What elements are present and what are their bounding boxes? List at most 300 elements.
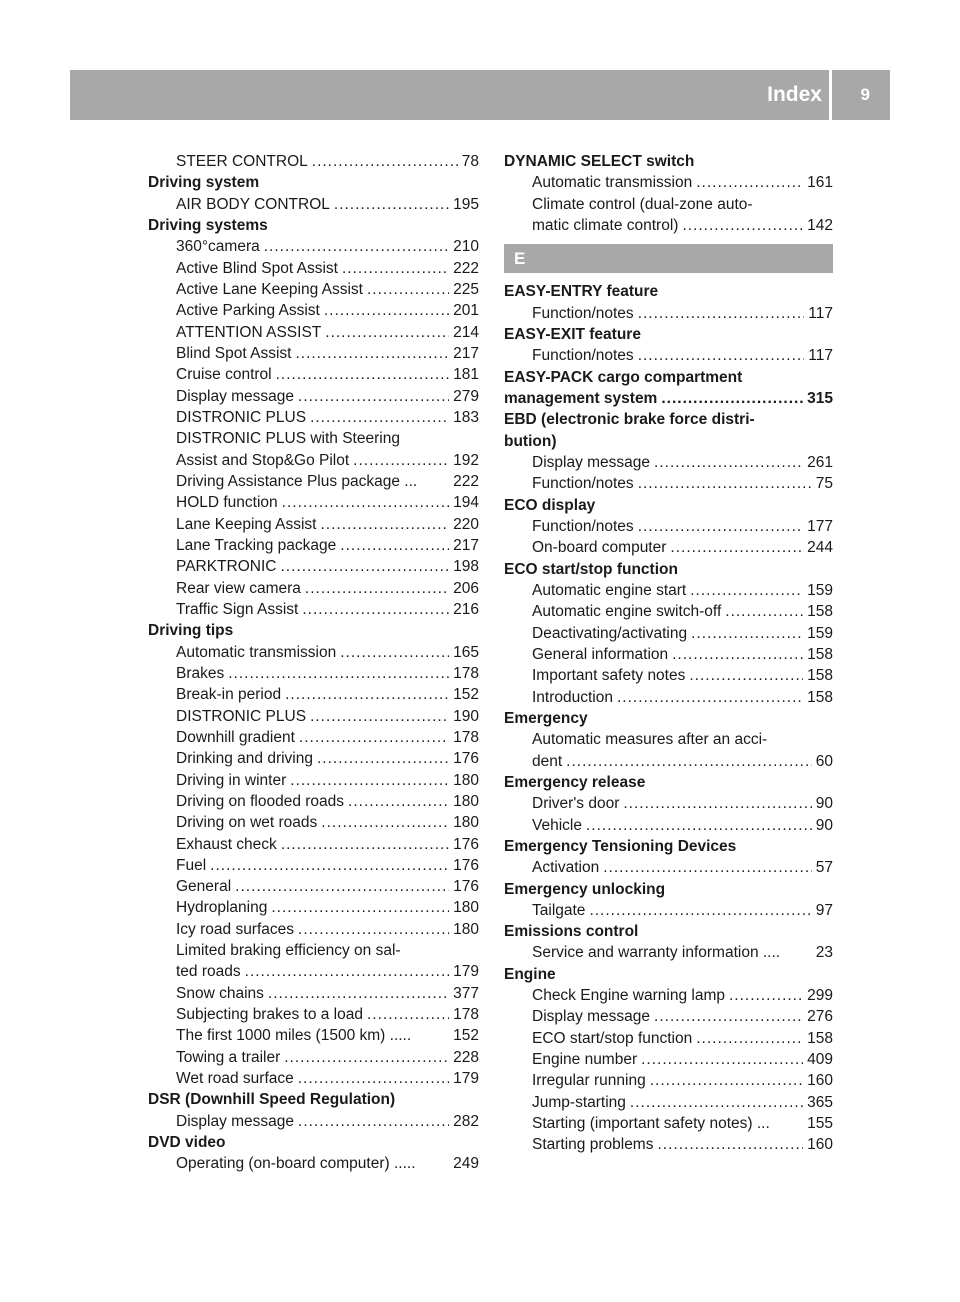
dot-leader [245,961,449,982]
page-reference[interactable]: 180 [453,814,479,832]
entry-text: Driving tips [148,622,234,640]
entry-text: General [176,878,232,896]
entry-text: Automatic engine switch-off [532,603,722,621]
index-entry[interactable] [148,706,479,727]
index-entry[interactable] [148,684,479,705]
entry-text: Driving on wet roads [176,814,318,832]
entry-text: Exhaust check [176,835,277,853]
dot-leader [729,985,803,1006]
entry-text: Automatic engine start [532,581,687,599]
entry-text: management system [504,389,658,407]
page-number: 9 [860,85,870,104]
page-reference[interactable]: 180 [453,771,479,789]
entry-text: Emergency release [504,773,646,791]
entry-text: Rear view camera [176,579,301,597]
page-reference[interactable]: 222 [453,472,479,490]
index-entry-heading [504,772,833,793]
dot-leader [630,1092,803,1113]
page-reference[interactable]: 180 [453,899,479,917]
entry-text: Operating (on-board computer) ..... [176,1155,416,1173]
dot-leader [566,751,812,772]
dot-leader [302,599,449,620]
header-divider [829,70,832,120]
index-entry[interactable] [148,514,479,535]
page-reference[interactable]: 409 [807,1051,833,1069]
dot-leader [650,1070,803,1091]
entry-text: Driving in winter [176,771,287,789]
page-reference[interactable]: 217 [453,344,479,362]
entry-text: Irregular running [532,1072,646,1090]
entry-text: HOLD function [176,494,278,512]
page-reference[interactable]: 159 [807,581,833,599]
entry-text: Display message [532,453,651,471]
entry-text: Vehicle [532,816,582,834]
entry-text: Function/notes [532,517,634,535]
index-entry[interactable] [148,791,479,812]
page-reference[interactable]: 179 [453,963,479,981]
index-entry[interactable] [148,386,479,407]
index-entry[interactable] [504,1070,833,1091]
page-reference[interactable]: 161 [807,174,833,192]
index-entry[interactable] [504,1134,833,1155]
entry-text: Downhill gradient [176,728,295,746]
index-entry-heading [504,367,833,388]
page-reference[interactable]: 210 [453,238,479,256]
index-entry[interactable] [148,961,479,982]
page-reference[interactable]: 158 [807,645,833,663]
page-reference[interactable]: 97 [815,901,833,919]
index-entry[interactable] [504,580,833,601]
dot-leader [589,900,811,921]
index-entry[interactable] [504,985,833,1006]
page-reference[interactable]: 279 [453,387,479,405]
dot-leader [298,386,449,407]
entry-text: General information [532,645,669,663]
dot-leader [342,258,449,279]
dot-leader [603,857,812,878]
dot-leader [672,644,803,665]
index-entry[interactable] [148,343,479,364]
page-reference[interactable]: 60 [815,752,833,770]
index-entry [504,729,833,750]
entry-text: Display message [176,387,295,405]
dot-leader [295,343,449,364]
entry-text: Cruise control [176,366,272,384]
index-entry[interactable] [148,194,479,215]
dot-leader [670,537,803,558]
page-reference[interactable]: 90 [815,795,833,813]
entry-text: Climate control (dual-zone auto- [532,195,753,213]
entry-text: Check Engine warning lamp [532,987,725,1005]
page-reference[interactable]: 152 [453,1027,479,1045]
index-entry[interactable] [504,751,833,772]
entry-text: Jump-starting [532,1093,626,1111]
index-entry-heading [148,215,479,236]
entry-text: Automatic transmission [176,643,337,661]
index-entry[interactable] [504,1092,833,1113]
dot-leader [623,793,811,814]
entry-text: Automatic transmission [532,174,693,192]
index-entry[interactable] [504,687,833,708]
entry-text: Engine number [532,1051,638,1069]
index-entry[interactable] [148,300,479,321]
entry-text: Active Blind Spot Assist [176,259,338,277]
entry-text: Snow chains [176,984,264,1002]
page-reference[interactable]: 57 [815,859,833,877]
index-entry[interactable] [504,215,833,236]
dot-leader [641,1049,803,1070]
dot-leader [638,303,805,324]
dot-leader [324,300,449,321]
page-reference[interactable]: 201 [453,302,479,320]
entry-text: DYNAMIC SELECT switch [504,153,695,170]
index-entry[interactable] [148,1153,479,1174]
entry-text: Engine [504,965,556,983]
entry-text: matic climate control) [532,216,679,234]
entry-text: Emergency [504,709,588,727]
page-reference[interactable]: 282 [453,1112,479,1130]
index-entry[interactable] [148,1004,479,1025]
dot-leader [696,1028,803,1049]
entry-text: EASY-PACK cargo compartment [504,368,743,386]
entry-text: On-board computer [532,539,667,557]
index-entry[interactable] [148,407,479,428]
page-reference[interactable]: 276 [807,1008,833,1026]
page-reference[interactable]: 206 [453,579,479,597]
index-entry[interactable] [148,1068,479,1089]
index-entry[interactable] [148,492,479,513]
entry-text: Starting (important safety notes) ... [532,1115,770,1133]
page-reference[interactable]: 261 [807,453,833,471]
index-entry[interactable] [148,897,479,918]
index-entry[interactable] [148,663,479,684]
index-entry[interactable] [148,471,479,492]
entry-text: Display message [532,1008,651,1026]
dot-leader [321,812,449,833]
entry-text: Activation [532,859,600,877]
dot-leader [268,983,449,1004]
entry-text: Function/notes [532,475,634,493]
dot-leader [348,791,449,812]
index-entry[interactable] [504,623,833,644]
index-entry[interactable] [148,642,479,663]
dot-leader [320,514,449,535]
dot-leader [282,492,449,513]
dot-leader [696,172,803,193]
dot-leader [682,215,803,236]
index-entry[interactable] [504,537,833,558]
dot-leader [312,151,458,172]
page-reference[interactable]: 216 [453,600,479,618]
index-entry[interactable] [504,1006,833,1027]
page-reference[interactable]: 198 [453,558,479,576]
index-entry-heading [504,495,833,516]
page-reference[interactable]: 249 [453,1155,479,1173]
entry-text: Emissions control [504,923,639,941]
dot-leader [305,578,449,599]
page-reference[interactable]: 315 [807,389,833,407]
page-reference[interactable]: 142 [807,216,833,234]
page-reference[interactable]: 117 [808,304,833,322]
page-reference[interactable]: 158 [807,603,833,621]
index-entry[interactable] [148,578,479,599]
page-reference[interactable]: 365 [807,1093,833,1111]
index-entry[interactable] [148,236,479,257]
entry-text: DVD video [148,1134,226,1152]
index-entry[interactable] [148,258,479,279]
entry-text: EBD (electronic brake force distri- [504,411,755,429]
index-entry[interactable] [504,172,833,193]
index-entry-heading [504,879,833,900]
index-entry[interactable] [148,535,479,556]
page-reference[interactable]: 178 [453,664,479,682]
dot-leader [276,364,450,385]
page-reference[interactable]: 217 [453,536,479,554]
page-reference[interactable]: 176 [453,878,479,896]
entry-text: Active Lane Keeping Assist [176,280,363,298]
dot-leader [617,687,803,708]
entry-text: Emergency unlocking [504,880,666,898]
dot-leader [281,834,449,855]
dot-leader [285,684,449,705]
dot-leader [290,770,449,791]
index-column-right [504,151,833,1156]
page-reference[interactable]: 299 [807,987,833,1005]
dot-leader [284,1047,449,1068]
entry-text: Lane Keeping Assist [176,515,317,533]
dot-leader [317,748,449,769]
page-reference[interactable]: 78 [461,153,479,170]
page-reference[interactable]: 183 [453,408,479,426]
page-reference[interactable]: 117 [808,347,833,365]
dot-leader [340,535,449,556]
index-entry[interactable] [504,644,833,665]
page-reference[interactable]: 90 [815,816,833,834]
page-reference[interactable]: 159 [807,624,833,642]
page-reference[interactable]: 165 [453,643,479,661]
dot-leader [725,601,803,622]
dot-leader [586,815,812,836]
index-entry[interactable] [148,450,479,471]
entry-text: DSR (Downhill Speed Regulation) [148,1091,396,1109]
entry-text: Driving Assistance Plus package ... [176,472,418,490]
page-reference[interactable]: 244 [807,539,833,557]
page-reference[interactable]: 23 [815,944,833,962]
entry-text: EASY-ENTRY feature [504,283,659,301]
index-entry [148,428,479,449]
dot-leader [638,345,805,366]
index-entry[interactable] [148,364,479,385]
page-reference[interactable]: 178 [453,1006,479,1024]
entry-text: Automatic measures after an acci- [532,731,768,749]
page-reference[interactable]: 178 [453,728,479,746]
entry-text: EASY-EXIT feature [504,325,641,343]
index-entry[interactable] [504,601,833,622]
page-reference[interactable]: 225 [453,280,479,298]
entry-text: Driver's door [532,795,620,813]
index-entry-heading [504,921,833,942]
dot-leader [235,876,449,897]
index-entry[interactable] [148,919,479,940]
entry-text: AIR BODY CONTROL [176,195,330,213]
index-entry[interactable] [148,1047,479,1068]
index-entry-heading [504,151,833,172]
index-entry[interactable] [504,452,833,473]
dot-leader [638,516,803,537]
entry-text: bution) [504,432,557,450]
entry-text: Service and warranty information .... [532,944,781,962]
entry-text: Blind Spot Assist [176,344,292,362]
index-entry-heading [504,324,833,345]
entry-text: Important safety notes [532,667,686,685]
dot-leader [271,897,449,918]
index-entry-heading [148,1132,479,1153]
index-entry[interactable] [504,942,833,963]
page-reference[interactable]: 214 [453,323,479,341]
index-entry-heading [504,409,833,430]
page-reference[interactable]: 155 [807,1115,833,1133]
index-entry-heading [504,964,833,985]
page-reference[interactable]: 158 [807,688,833,706]
entry-text: Introduction [532,688,613,706]
index-entry[interactable] [148,876,479,897]
page-reference[interactable]: 160 [807,1136,833,1154]
page-reference[interactable]: 220 [453,515,479,533]
index-entry[interactable] [148,151,479,172]
page-reference[interactable]: 176 [453,750,479,768]
page-reference[interactable]: 158 [807,1029,833,1047]
entry-text: DISTRONIC PLUS [176,408,307,426]
dot-leader [210,855,449,876]
index-entry [148,940,479,961]
page-reference[interactable]: 180 [453,920,479,938]
entry-text: Active Parking Assist [176,302,320,320]
page-reference[interactable]: 152 [453,686,479,704]
index-entry[interactable] [504,1028,833,1049]
page-reference[interactable]: 75 [815,475,833,493]
dot-leader [654,452,803,473]
dot-leader [690,580,803,601]
page-reference[interactable]: 160 [807,1072,833,1090]
dot-leader [353,450,449,471]
entry-text: STEER CONTROL [176,153,308,170]
dot-leader [264,236,449,257]
page-reference[interactable]: 176 [453,835,479,853]
index-entry[interactable] [148,1025,479,1046]
dot-leader [310,407,449,428]
entry-text: Limited braking efficiency on sal- [176,942,401,960]
index-entry[interactable] [504,857,833,878]
index-entry[interactable] [504,900,833,921]
page-reference[interactable]: 228 [453,1048,479,1066]
entry-text: Icy road surfaces [176,920,295,938]
page-reference[interactable]: 180 [453,792,479,810]
page-reference[interactable]: 192 [453,451,479,469]
entry-text: Tailgate [532,901,586,919]
dot-leader [654,1006,803,1027]
entry-text: Function/notes [532,347,634,365]
entry-text: Fuel [176,856,207,874]
index-entry[interactable] [148,556,479,577]
page-reference[interactable]: 177 [807,517,833,535]
entry-text: dent [532,752,563,770]
index-entry-heading [504,836,833,857]
entry-text: ECO start/stop function [504,560,678,578]
entry-text: Driving on flooded roads [176,792,345,810]
entry-text: Subjecting brakes to a load [176,1006,363,1024]
entry-text: 360°camera [176,238,260,256]
index-entry[interactable] [504,793,833,814]
dot-leader [367,279,449,300]
entry-text: DISTRONIC PLUS with Steering [176,430,400,448]
dot-leader [280,556,449,577]
entry-text: Deactivating/activating [532,624,688,642]
index-entry[interactable] [148,748,479,769]
dot-leader [691,623,803,644]
index-entry[interactable] [148,599,479,620]
index-entry[interactable] [148,834,479,855]
page-reference[interactable]: 222 [453,259,479,277]
index-entry[interactable] [148,1111,479,1132]
dot-leader [228,663,449,684]
index-entry[interactable] [148,855,479,876]
page-reference[interactable]: 195 [453,195,479,213]
index-entry[interactable] [504,516,833,537]
index-entry[interactable] [148,279,479,300]
index-entry[interactable] [504,473,833,494]
entry-text: ATTENTION ASSIST [176,323,322,341]
index-entry[interactable] [148,322,479,343]
entry-text: ted roads [176,963,241,981]
index-entry[interactable] [148,983,479,1004]
entry-text: Wet road surface [176,1070,294,1088]
index-entry[interactable] [148,727,479,748]
dot-leader [638,473,812,494]
index-entry [504,194,833,215]
page-reference[interactable]: 181 [453,366,479,384]
index-entry-heading[interactable] [504,388,833,409]
index-entry[interactable] [148,812,479,833]
entry-text: Emergency Tensioning Devices [504,837,737,855]
index-entry[interactable] [504,1113,833,1134]
entry-text: Lane Tracking package [176,536,337,554]
entry-text: Function/notes [532,304,634,322]
section-letter-heading: E [504,244,833,273]
page-reference[interactable]: 176 [453,856,479,874]
entry-text: The first 1000 miles (1500 km) ..... [176,1027,412,1045]
dot-leader [657,1134,803,1155]
index-entry[interactable] [504,345,833,366]
page-reference[interactable]: 194 [453,494,479,512]
page-reference[interactable]: 158 [807,667,833,685]
page-reference[interactable]: 190 [453,707,479,725]
index-entry[interactable] [504,815,833,836]
entry-text: Display message [176,1112,295,1130]
index-entry[interactable] [504,303,833,324]
dot-leader [325,322,449,343]
index-column-left [148,151,479,1175]
page-reference[interactable]: 377 [453,984,479,1002]
dot-leader [310,706,449,727]
page-title: Index [767,83,822,106]
dot-leader [661,388,803,409]
index-entry-heading [504,281,833,302]
page-reference[interactable]: 179 [453,1070,479,1088]
index-entry-heading [504,708,833,729]
index-entry[interactable] [148,770,479,791]
index-entry[interactable] [504,665,833,686]
index-entry[interactable] [504,1049,833,1070]
